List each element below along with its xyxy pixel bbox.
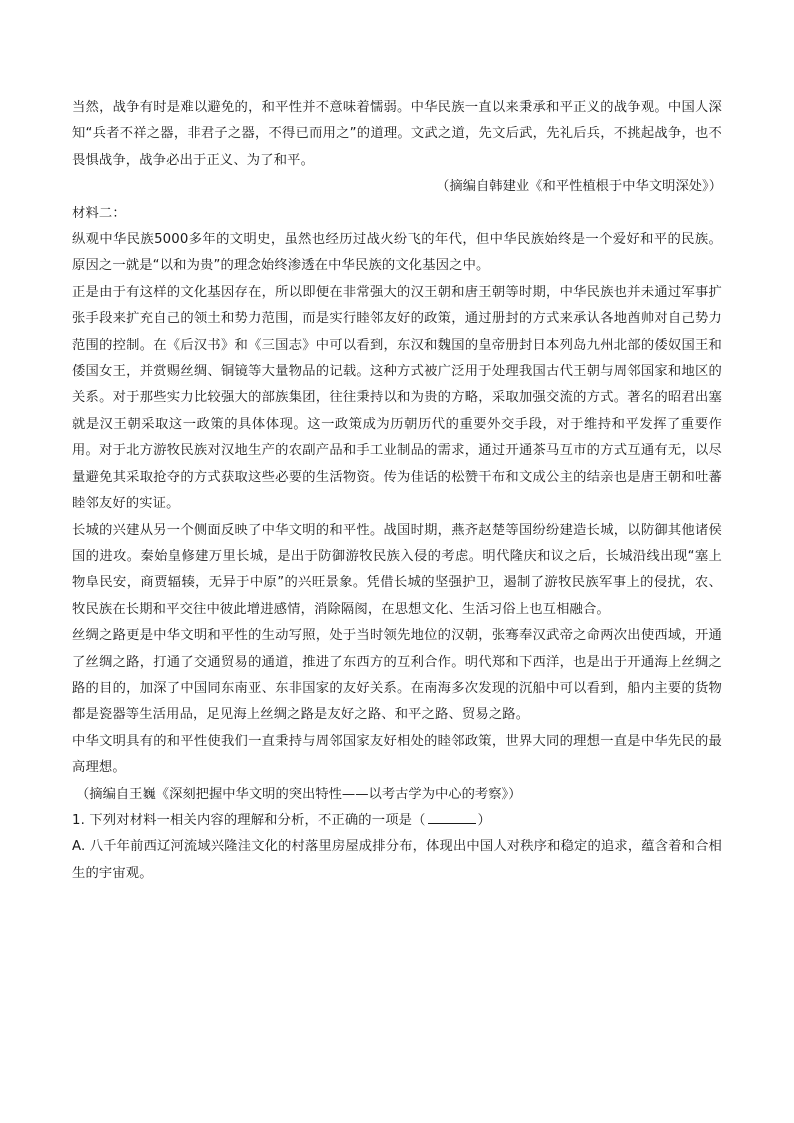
- answer-blank[interactable]: [428, 809, 476, 824]
- material-2-heading: 材料二：: [72, 205, 126, 221]
- question-1-close: ）: [477, 812, 491, 828]
- body-paragraph: 正是由于有这样的文化基因存在，所以即便在非常强大的汉王朝和唐王朝等时期，中华民族也并未通过军事扩张手段来扩充自己的领土和势力范围，而是实行睦邻友好的政策，通过册封的方式来承认各地酋帅对自己势力范围的控制。在《后汉书》和《三国志》中可以看到，东汉和魏国的皇帝册封日本列岛九州北部的倭奴国王和倭国女王，并赏赐丝绸、铜镜等大量物品的记载。这种方式被广泛用于处理我国古代王朝与周邻国家和地区的关系。对于那些实力比较强大的部族集团，往往秉持以和为贵的方略，采取加强交流的方式。著名的昭君出塞就是汉王朝采取这一政策的具体体现。这一政策成为历朝历代的重要外交手段，对于维持和平发挥了重要作用。对于北方游牧民族对汉地生产的农副产品和手工业制品的需求，通过开通茶马互市的方式互通有无，以尽量避免其采取抢夺的方式获取这些必要的生活物资。传为佳话的松赞干布和文成公主的结亲也是唐王朝和吐蕃睦邻友好的实证。: [72, 284, 722, 512]
- body-paragraph: 中华文明具有的和平性使我们一直秉持与周邻国家友好相处的睦邻政策，世界大同的理想一直是中华先民的最高理想。: [72, 733, 722, 776]
- intro-paragraph: 当然，战争有时是难以避免的，和平性并不意味着懦弱。中华民族一直以来秉承和平正义的战争观。中国人深知“兵者不祥之器，非君子之器，不得已而用之”的道理。文武之道，先文后武，先礼后兵，不挑起战争，也不畏惧战争，战争必出于正义、为了和平。: [72, 100, 722, 168]
- document-page: [72, 95, 722, 887]
- option-a: A. 八千年前西辽河流域兴隆洼文化的村落里房屋成排分布，体现出中国人对秩序和稳定的追求，蕴含着和合相生的宇宙观。: [72, 839, 722, 881]
- body-paragraph: 纵观中华民族5000多年的文明史，虽然也经历过战火纷飞的年代，但中华民族始终是一个爱好和平的民族。原因之一就是“以和为贵”的理念始终渗透在中华民族的文化基因之中。: [72, 232, 722, 274]
- question-1-text: 1. 下列对材料一相关内容的理解和分析，不正确的一项是（: [72, 812, 426, 828]
- question-1: [72, 808, 722, 834]
- body-paragraph: 长城的兴建从另一个侧面反映了中华文明的和平性。战国时期，燕齐赵楚等国纷纷建造长城，以防御其他诸侯国的进攻。秦始皇修建万里长城，是出于防御游牧民族入侵的考虑。明代隆庆和议之后，长城沿线出现“塞上物阜民安，商贾辐辏，无异于中原”的兴旺景象。凭借长城的坚强护卫，遏制了游牧民族军事上的侵扰，农、牧民族在长期和平交往中彼此增进感情，消除隔阂，在思想文化、生活习俗上也互相融合。: [72, 522, 722, 617]
- body-paragraph: 丝绸之路更是中华文明和平性的生动写照，处于当时领先地位的汉朝，张骞奉汉武帝之命两次出使西域，开通了丝绸之路，打通了交通贸易的通道，推进了东西方的互利合作。明代郑和下西洋，也是出于开通海上丝绸之路的目的，加深了中国同东南亚、东非国家的友好关系。在南海多次发现的沉船中可以看到，船内主要的货物都是瓷器等生活用品，足见海上丝绸之路是友好之路、和平之路、贸易之路。: [72, 628, 722, 723]
- source-citation-1: （摘编自韩建业《和平性植根于中华文明深处》）: [436, 179, 722, 195]
- source-citation-2: （摘编自王巍《深刻把握中华文明的突出特性——以考古学为中心的考察》）: [76, 786, 522, 802]
